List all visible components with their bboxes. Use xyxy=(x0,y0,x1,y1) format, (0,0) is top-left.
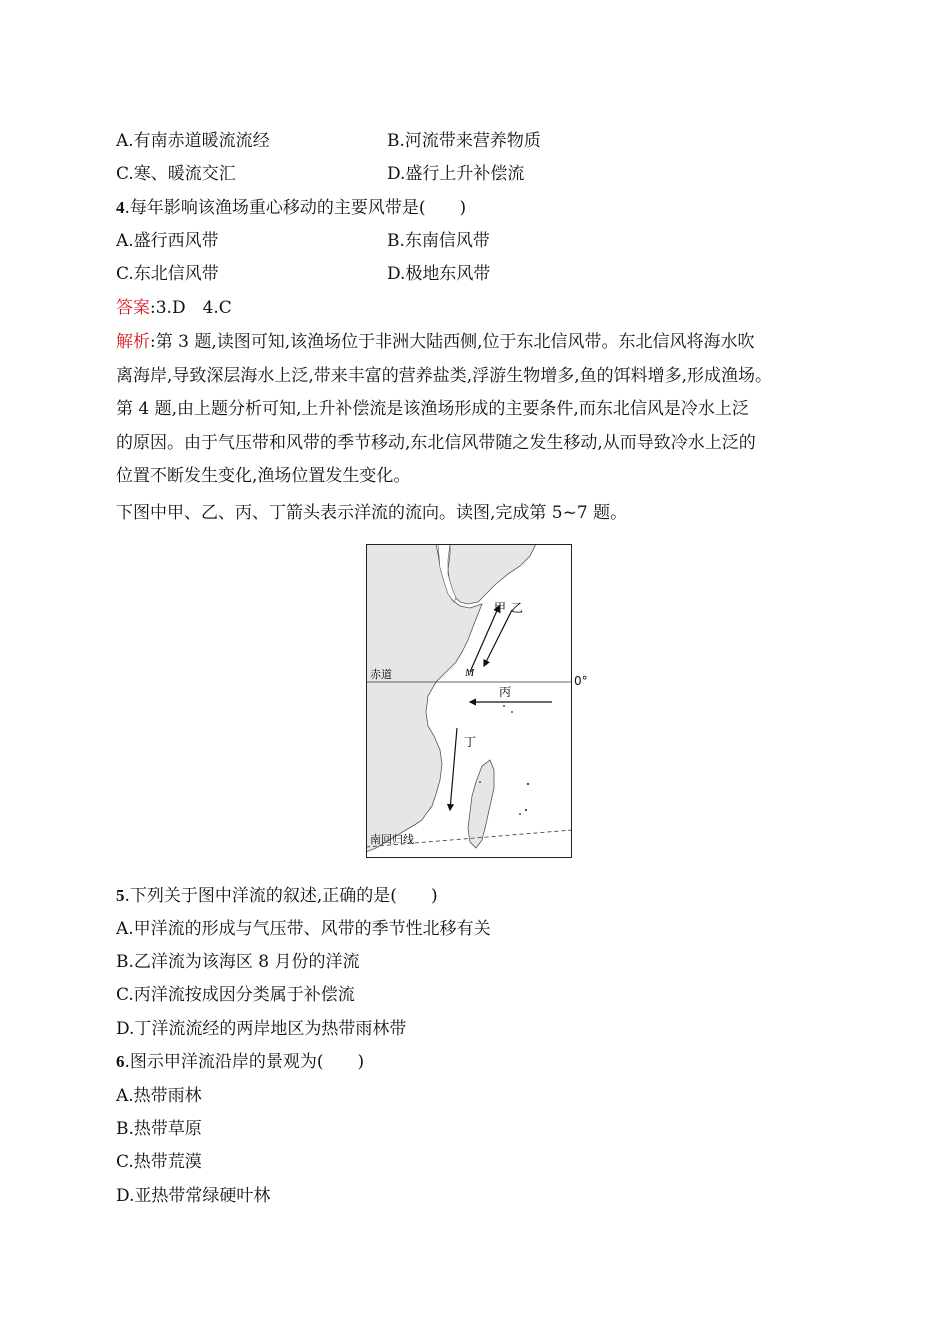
q5-stem-text: .下列关于图中洋流的叙述,正确的是( ) xyxy=(124,886,438,906)
q5-option-a: A.甲洋流的形成与气压带、风带的季节性北移有关 xyxy=(116,919,491,939)
analysis-line-4: 的原因。由于气压带和风带的季节移动,东北信风带随之发生移动,从而导致冷水上泛的 xyxy=(116,433,756,453)
q3-option-c: C.寒、暖流交汇 xyxy=(116,164,236,184)
q5-stem xyxy=(116,884,438,908)
q6-option-a: A.热带雨林 xyxy=(116,1086,202,1106)
analysis-line-2: 离海岸,导致深层海水上泛,带来丰富的营养盐类,浮游生物增多,鱼的饵料增多,形成渔场。 xyxy=(116,366,773,386)
q6-stem xyxy=(116,1050,364,1074)
q6-option-b: B.热带草原 xyxy=(116,1119,202,1139)
island-dot xyxy=(503,705,505,707)
q6-option-c: C.热带荒漠 xyxy=(116,1152,202,1172)
q4-stem-text: .每年影响该渔场重心移动的主要风带是( ) xyxy=(124,198,467,218)
label-m: M xyxy=(465,667,475,679)
label-yi: 乙 xyxy=(511,601,524,615)
island-dot xyxy=(525,809,527,811)
analysis-line-1 xyxy=(116,330,755,354)
q5-option-b: B.乙洋流为该海区 8 月份的洋流 xyxy=(116,952,360,972)
label-equator: 赤道 xyxy=(370,668,392,681)
q3-option-a: A.有南赤道暖流流经 xyxy=(116,131,270,151)
q4-option-d: D.极地东风带 xyxy=(387,264,491,284)
answer-text: :3.D 4.C xyxy=(150,298,232,318)
q5-number: 5 xyxy=(116,886,125,905)
q6-number: 6 xyxy=(116,1052,125,1071)
q4-number: 4 xyxy=(116,198,125,217)
island-dot xyxy=(527,783,529,785)
q4-option-b: B.东南信风带 xyxy=(387,231,490,251)
q5-option-d: D.丁洋流流经的两岸地区为热带雨林带 xyxy=(116,1019,407,1039)
label-bing: 丙 xyxy=(499,685,512,699)
island-dot xyxy=(479,781,481,783)
label-jia: 甲 xyxy=(494,601,507,615)
island-dot xyxy=(519,813,521,815)
analysis-label: 解析 xyxy=(116,332,150,352)
q6-stem-text: .图示甲洋流沿岸的景观为( ) xyxy=(124,1052,365,1072)
q3-option-b: B.河流带来营养物质 xyxy=(387,131,541,151)
q4-option-a: A.盛行西风带 xyxy=(116,231,219,251)
q3-option-d: D.盛行上升补偿流 xyxy=(387,164,525,184)
ocean-current-map xyxy=(366,544,572,858)
island-dot xyxy=(511,711,513,713)
analysis-text-1: :第 3 题,读图可知,该渔场位于非洲大陆西侧,位于东北信风带。东北信风将海水吹 xyxy=(150,332,755,352)
label-tropic: 南回归线 xyxy=(370,833,414,846)
label-ding: 丁 xyxy=(464,735,477,749)
analysis-line-3: 第 4 题,由上题分析可知,上升补偿流是该渔场形成的主要条件,而东北信风是冷水上泛 xyxy=(116,399,749,419)
answer-line xyxy=(116,296,232,320)
q6-option-d: D.亚热带常绿硬叶林 xyxy=(116,1186,271,1206)
label-zero-degree: 0° xyxy=(574,674,588,688)
q4-stem xyxy=(116,196,466,220)
intro-text: 下图中甲、乙、丙、丁箭头表示洋流的流向。读图,完成第 5~7 题。 xyxy=(116,503,628,523)
q5-option-c: C.丙洋流按成因分类属于补偿流 xyxy=(116,985,355,1005)
analysis-line-5: 位置不断发生变化,渔场位置发生变化。 xyxy=(116,466,411,486)
answer-label: 答案 xyxy=(116,298,150,318)
q4-option-c: C.东北信风带 xyxy=(116,264,219,284)
